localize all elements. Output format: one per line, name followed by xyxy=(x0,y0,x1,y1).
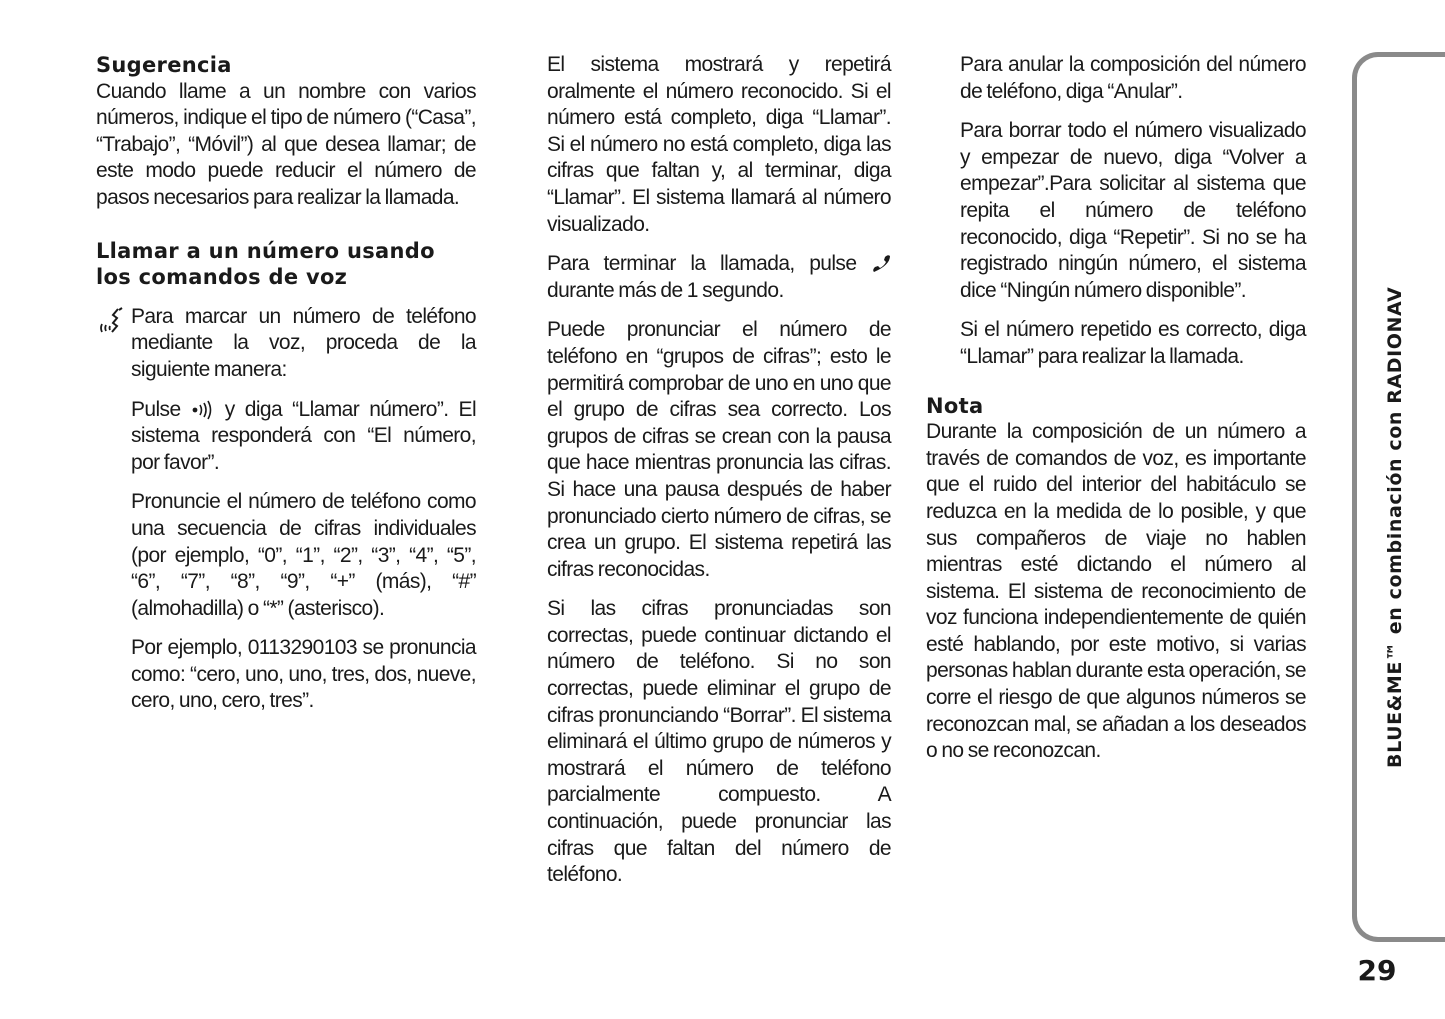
section-label: BLUE&ME™ en combinación con RADIONAV xyxy=(1384,286,1406,768)
heading-sugerencia: Sugerencia xyxy=(96,53,232,77)
heading-llamar-numero: Llamar a un número usando los comandos de voz xyxy=(96,238,435,290)
column-2 xyxy=(547,52,891,902)
paragraph-nota: Durante la composición de un número a través de comandos de voz, es importante que el ruido del interior del habitáculo se reduzca en la medida de lo posible, y que sus compañeros de viaje no hablen mientras esté dictando el número al sistema. El sistema de reconocimiento de voz funciona independientemente de quién esté hablando, por este motivo, si varias personas hablan durante esta operación, se corre el riesgo de que algunos números se reconozcan mal, se añadan a los deseados o no se reconozcan. xyxy=(926,420,1306,763)
paragraph-terminar xyxy=(547,251,891,304)
voice-button-icon xyxy=(191,399,215,421)
column-1 xyxy=(96,52,476,728)
heading-nota: Nota xyxy=(926,393,984,418)
paragraph-sistema-muestra: El sistema mostrará y repetirá oralmente el número reconocido. Si el número está completo, diga “Llamar”. Si el número no está completo, diga las cifras que faltan y, al terminar, diga “Llamar”. El sistema llamará al número visualizado. xyxy=(547,53,891,236)
terminar-text-b: durante más de 1 segundo. xyxy=(547,278,784,302)
pulse-text-b: y diga “Llamar número”. El sistema responderá con “El número, por favor”. xyxy=(131,397,477,474)
terminar-text-a: Para terminar la llamada, pulse xyxy=(547,252,871,276)
page-number: 29 xyxy=(1357,954,1397,987)
paragraph-sugerencia: Cuando llame a un nombre con varios números, indique el tipo de número (“Casa”, “Trabajo”, “Móvil”) al que desea llamar; de este modo puede reducir el número de pasos necesarios para realizar la llamada. xyxy=(96,79,476,209)
paragraph-pronuncie: Pronuncie el número de teléfono como una secuencia de cifras individuales (por ejemplo, “0”, “1”, “2”, “3”, “4”, “5”, “6”, “7”, “8”, “9”, “+” (más), “#” (almohadilla) o “*” (asterisco). xyxy=(131,490,476,620)
pulse-text-a: Pulse xyxy=(131,397,191,421)
voice-intro xyxy=(96,304,476,384)
paragraph-correctas: Si las cifras pronunciadas son correctas, puede continuar dictando el número de teléfono. Si no son correctas, puede eliminar el grupo de cifras pronunciando “Borrar”. El sistema eliminará el último grupo de números y mostrará el número de teléfono parcialmente compuesto. A continuación, puede pronunciar las cifras que faltan del número de teléfono. xyxy=(547,597,891,887)
paragraph-repetido: Si el número repetido es correcto, diga “Llamar” para realizar la llamada. xyxy=(960,318,1306,368)
paragraph-borrar: Para borrar todo el número visualizado y empezar de nuevo, diga “Volver a empezar”.Para solicitar al sistema que repita el número de teléfono reconocido, diga “Repetir”. Si no se ha registrado ningún número, el sistema dice “Ningún número disponible”. xyxy=(960,119,1306,302)
paragraph-anular: Para anular la composición del número de teléfono, diga “Anular”. xyxy=(960,53,1306,103)
voice-command-icon xyxy=(96,306,126,340)
paragraph-ejemplo: Por ejemplo, 0113290103 se pronuncia como: “cero, uno, uno, tres, dos, nueve, cero, uno, cero, tres”. xyxy=(131,636,476,713)
phone-handset-icon xyxy=(871,255,891,275)
paragraph-voice-intro: Para marcar un número de teléfono mediante la voz, proceda de la siguiente manera: xyxy=(131,304,476,381)
column-3 xyxy=(926,52,1306,778)
paragraph-grupos: Puede pronunciar el número de teléfono en “grupos de cifras”; esto le permitirá comprobar de uno en uno que el grupo de cifras sea correcto. Los grupos de cifras se crean con la pausa que hace mientras pronuncia las cifras. Si hace una pausa después de haber pronunciado cierto número de cifras, se crea un grupo. El sistema repetirá las cifras reconocidas. xyxy=(547,318,891,581)
paragraph-pulse xyxy=(96,397,476,477)
